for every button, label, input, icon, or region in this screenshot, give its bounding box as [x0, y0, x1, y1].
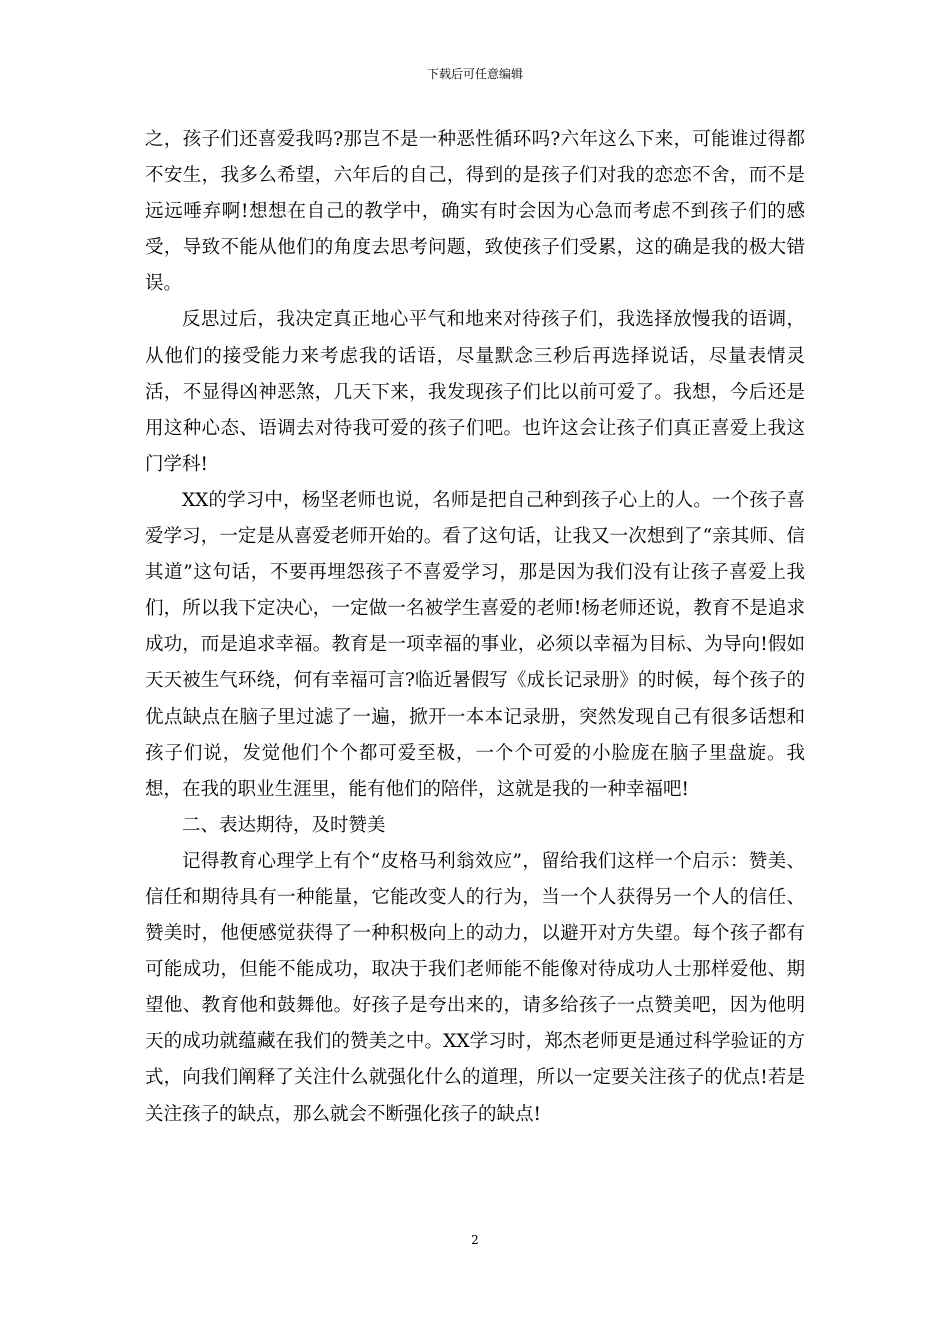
paragraph-praise: 记得教育心理学上有个“皮格马利翁效应”，留给我们这样一个启示：赞美、信任和期待具有一种能量，它能改变人的行为，当一个人获得另一个人的信任、赞美时，他便感觉获得了一种积极向上的动力，以避开对方失望。每个孩子都有可能成功，但能不能成功，取决于我们老师能不能像对待成功人士那样爱他、期望他、教育他和鼓舞他。好孩子是夸出来的，请多给孩子一点赞美吧，因为他明天的成功就蕴藏在我们的赞美之中。XX学习时，郑杰老师更是通过科学验证的方式，向我们阐释了关注什么就强化什么的道理，所以一定要关注孩子的优点!若是关注孩子的缺点，那么就会不断强化孩子的缺点! [145, 850, 805, 1125]
paragraph-famous-teacher: XX的学习中，杨坚老师也说，名师是把自己种到孩子心上的人。一个孩子喜爱学习，一定是从喜爱老师开始的。看了这句话，让我又一次想到了“亲其师、信其道”这句话，不要再埋怨孩子不喜爱学习，那是因为我们没有让孩子喜爱上我们，所以我下定决心，一定做一名被学生喜爱的老师!杨老师还说，教育不是追求成功，而是追求幸福。教育是一项幸福的事业，必须以幸福为目标、为导向!假如天天被生气环绕，何有幸福可言?临近暑假写《成长记录册》的时候，每个孩子的优点缺点在脑子里过滤了一遍，掀开一本本记录册，突然发现自己有很多话想和孩子们说，发觉他们个个都可爱至极，一个个可爱的小脸庞在脑子里盘旋。我想，在我的职业生涯里，能有他们的陪伴，这就是我的一种幸福吧! [145, 489, 806, 800]
page-number: 2 [471, 1233, 479, 1247]
document-body [145, 122, 805, 1133]
section-heading: 二、表达期待，及时赞美 [182, 814, 386, 836]
paragraph-continuation: 之，孩子们还喜爱我吗?那岂不是一种恶性循环吗?六年这么下来，可能谁过得都不安生，我多么希望，六年后的自己，得到的是孩子们对我的恋恋不舍，而不是远远唾弃啊!想想在自己的教学中，确实有时会因为心急而考虑不到孩子们的感受，导致不能从他们的角度去思考问题，致使孩子们受累，这的确是我的极大错误。 [145, 129, 805, 295]
page-header-note: 下载后可任意编辑 [426, 67, 523, 81]
paragraph-reflection: 反思过后，我决定真正地心平气和地来对待孩子们，我选择放慢我的语调，从他们的接受能力来考虑我的话语，尽量默念三秒后再选择说话，尽量表情灵活，不显得凶神恶煞，几天下来，我发现孩子们比以前可爱了。我想，今后还是用这种心态、语调去对待我可爱的孩子们吧。也许这会让孩子们真正喜爱上我这门学科! [145, 309, 805, 475]
